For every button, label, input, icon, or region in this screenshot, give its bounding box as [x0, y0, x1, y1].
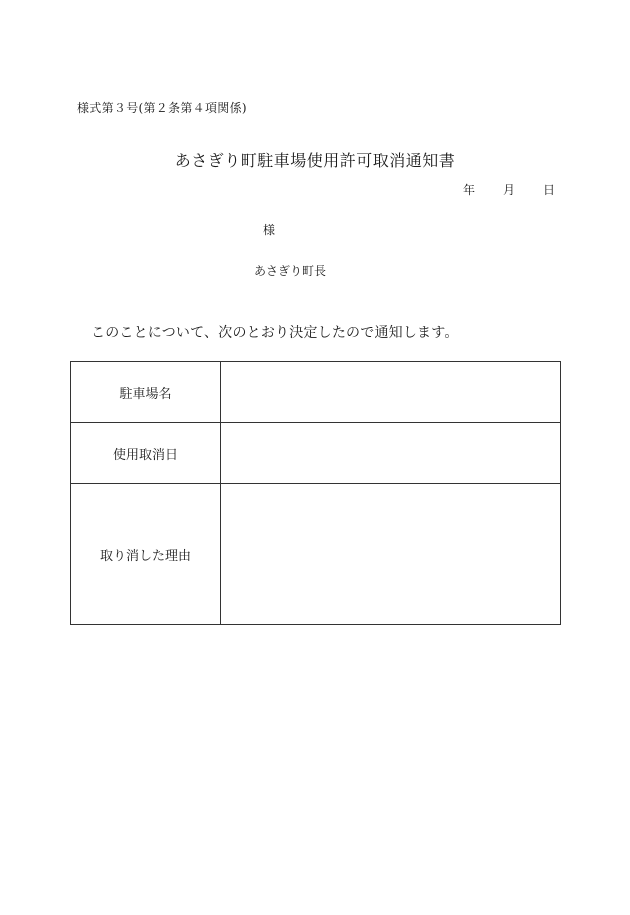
- cancel-reason-label: 取り消した理由: [71, 484, 221, 625]
- notice-body-text: このことについて、次のとおり決定したので通知します。: [91, 325, 459, 341]
- parking-name-label: 駐車場名: [71, 362, 221, 423]
- addressee-suffix: 様: [263, 223, 276, 237]
- cancel-date-label: 使用取消日: [71, 423, 221, 484]
- table-row-parking-name: [71, 362, 561, 423]
- table-row-cancel-date: [71, 423, 561, 484]
- cancel-date-value: [221, 423, 561, 484]
- year-label: 年: [462, 183, 475, 197]
- table-row-cancel-reason: [71, 484, 561, 625]
- document-title: あさぎり町駐車場使用許可取消通知書: [174, 151, 456, 170]
- sender-name: あさぎり町長: [254, 264, 327, 278]
- month-label: 月: [502, 183, 515, 197]
- date-line: [463, 181, 555, 198]
- cancel-reason-value: [221, 484, 561, 625]
- day-label: 日: [542, 183, 555, 197]
- form-number: 様式第３号(第２条第４項関係): [77, 101, 247, 115]
- parking-name-value: [221, 362, 561, 423]
- notice-details-table: [70, 361, 561, 625]
